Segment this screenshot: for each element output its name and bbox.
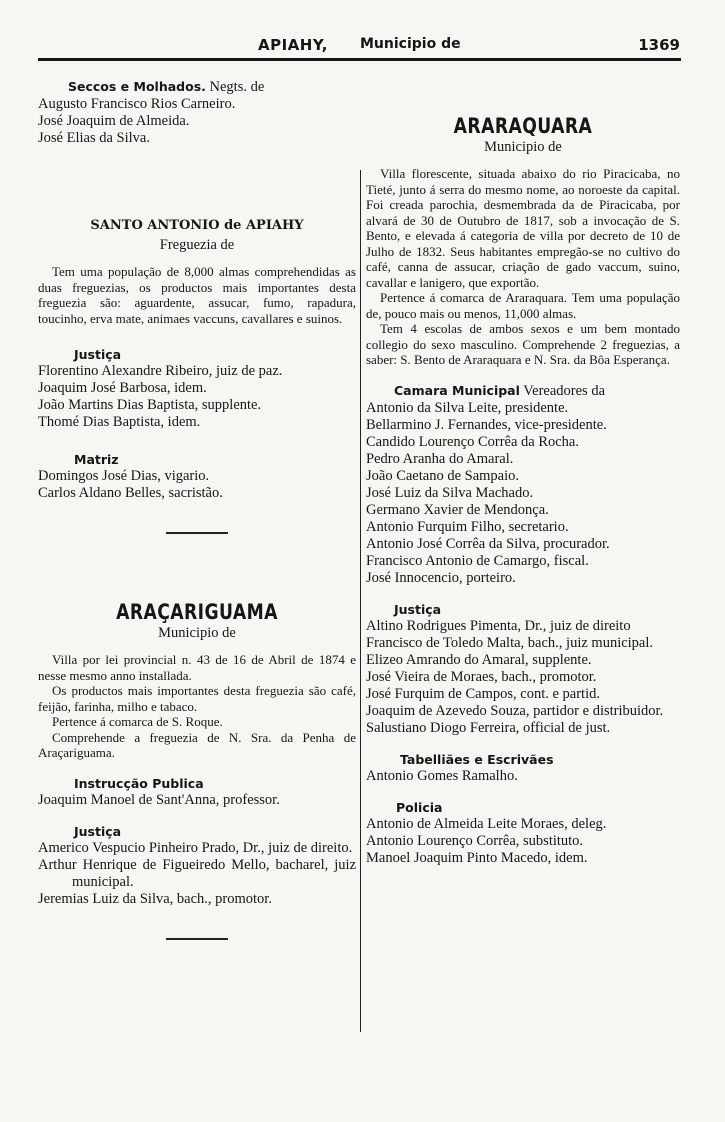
list-item: Joaquim de Azevedo Souza, partidor e distribuidor. xyxy=(366,702,664,719)
left-column xyxy=(38,78,356,940)
paragraph: Pertence á comarca de Araraquara. Tem uma população de, pouco mais ou menos, 11,000 almas. xyxy=(366,290,680,321)
paragraph: Villa florescente, situada abaixo do rio Piracicaba, no Tieté, junto á serra do mesmo nome, ao noroeste da capital. Foi creada parochia, desmembrada da de Piracicaba, por alvará de 30 de Outubro de 1817, sob a invocação de S. Bento, e elevada á categoria de villa por decreto de 10 de Julho de 1832. Seus habitantes empregão-se no cultivo do café, canna de assucar, criação de gado vaccum, suino, cavallar e lanigero, que exportão. xyxy=(366,166,680,290)
justica-heading: Justiça xyxy=(74,823,122,839)
list-item: José Innocencio, porteiro. xyxy=(366,569,516,586)
seccos-heading: Seccos e Molhados. xyxy=(68,79,206,94)
list-item: Carlos Aldano Belles, sacristão. xyxy=(38,485,223,501)
list-item: Antonio Furquim Filho, secretario. xyxy=(366,518,569,535)
list-item: José Joaquim de Almeida. xyxy=(38,113,190,129)
list-item: Joaquim José Barbosa, idem. xyxy=(38,380,207,396)
seccos-heading-line xyxy=(38,78,356,96)
paragraph: Pertence á comarca de S. Roque. xyxy=(52,714,223,729)
right-column xyxy=(366,114,680,867)
list-item: João Martins Dias Baptista, supplente. xyxy=(38,397,262,413)
list-item: Antonio da Silva Leite, presidente. xyxy=(366,399,569,416)
list-item: Elizeo Amrando do Amaral, supplente. xyxy=(366,651,592,668)
list-item: Florentino Alexandre Ribeiro, juiz de paz. xyxy=(38,363,283,379)
list-item: Francisco Antonio de Camargo, fiscal. xyxy=(366,552,589,569)
list-item: Antonio José Corrêa da Silva, procurador. xyxy=(366,535,610,552)
list-item: José Furquim de Campos, cont. e partid. xyxy=(366,685,600,702)
running-head-city: APIAHY, xyxy=(258,36,328,54)
list-item: Altino Rodrigues Pimenta, Dr., juiz de direito xyxy=(366,617,631,634)
page-number: 1369 xyxy=(638,36,680,54)
paragraph: Tem uma população de 8,000 almas comprehendidas as duas freguezias, os productos mais importantes desta freguezia são: aguardente, assucar, fumo, rapadura, toucinho, erva mate, animaes vaccuns, cavallares e suinos. xyxy=(38,264,356,326)
list-item: Domingos José Dias, vigario. xyxy=(38,468,210,484)
list-item: José Vieira de Moraes, bach., promotor. xyxy=(366,668,597,685)
section-subtitle: Freguezia de xyxy=(159,237,235,253)
tabelliaes-heading: Tabelliães e Escrivães xyxy=(400,751,554,767)
camara-heading-line xyxy=(366,382,680,400)
list-item: Arthur Henrique de Figueiredo Mello, bacharel, juiz municipal. xyxy=(38,856,356,890)
section-title-araraquara: ARARAQUARA xyxy=(453,114,593,138)
list-item: Antonio Lourenço Corrêa, substituto. xyxy=(366,832,584,849)
list-item: Bellarmino J. Fernandes, vice-presidente. xyxy=(366,416,607,433)
paragraph: Tem 4 escolas de ambos sexos e um bem montado collegio do sexo masculino. Comprehende 2 freguezias, a saber: S. Bento de Araraquara e N. Sra. da Bôa Esperança. xyxy=(366,321,680,367)
policia-heading: Policia xyxy=(396,799,443,815)
paragraph: Comprehende a freguezia de N. Sra. da Penha de Araçariguama. xyxy=(38,729,356,760)
paragraph: Os productos mais importantes desta freguezia são café, feijão, farinha, milho e tabaco. xyxy=(38,683,356,714)
list-item: Antonio Gomes Ramalho. xyxy=(366,767,518,784)
justica-heading: Justiça xyxy=(394,601,442,617)
list-item: Americo Vespucio Pinheiro Prado, Dr., juiz de direito. xyxy=(38,839,353,856)
matriz-heading: Matriz xyxy=(74,452,119,467)
instrucao-heading: Instrucção Publica xyxy=(74,775,204,791)
column-divider xyxy=(360,170,361,1032)
list-item: Pedro Aranha do Amaral. xyxy=(366,450,514,467)
running-head-municipio: Municipio de xyxy=(360,36,461,52)
paragraph: Villa por lei provincial n. 43 de 16 de Abril de 1874 e nesse mesmo anno installada. xyxy=(38,652,356,683)
page-header xyxy=(38,36,680,60)
list-item: Francisco de Toledo Malta, bach., juiz municipal. xyxy=(366,634,654,651)
header-rule xyxy=(38,58,681,61)
list-item: Jeremias Luiz da Silva, bach., promotor. xyxy=(38,890,272,907)
list-item: João Caetano de Sampaio. xyxy=(366,467,520,484)
list-item: Thomé Dias Baptista, idem. xyxy=(38,414,201,430)
list-item: Manoel Joaquim Pinto Macedo, idem. xyxy=(366,849,588,866)
section-subtitle: Municipio de xyxy=(158,625,236,641)
list-item: Germano Xavier de Mendonça. xyxy=(366,501,549,518)
list-item: Antonio de Almeida Leite Moraes, deleg. xyxy=(366,815,607,832)
section-subtitle: Municipio de xyxy=(484,139,562,155)
camara-heading-suffix: Vereadores da xyxy=(523,382,605,399)
seccos-heading-suffix: Negts. de xyxy=(209,79,265,95)
section-title-aracariguama: ARAÇARIGUAMA xyxy=(116,600,278,624)
list-item: Candido Lourenço Corrêa da Rocha. xyxy=(366,433,579,450)
list-item: José Luiz da Silva Machado. xyxy=(366,484,534,501)
list-item: José Elias da Silva. xyxy=(38,130,150,146)
list-item: Salustiano Diogo Ferreira, official de just. xyxy=(366,719,611,736)
list-item: Joaquim Manoel de Sant'Anna, professor. xyxy=(38,791,280,808)
section-title-santo-antonio: SANTO ANTONIO de APIAHY xyxy=(90,218,304,233)
section-separator xyxy=(166,938,228,940)
justica-heading: Justiça xyxy=(74,347,122,362)
list-item: Augusto Francisco Rios Carneiro. xyxy=(38,96,236,112)
camara-heading: Camara Municipal xyxy=(394,382,520,398)
